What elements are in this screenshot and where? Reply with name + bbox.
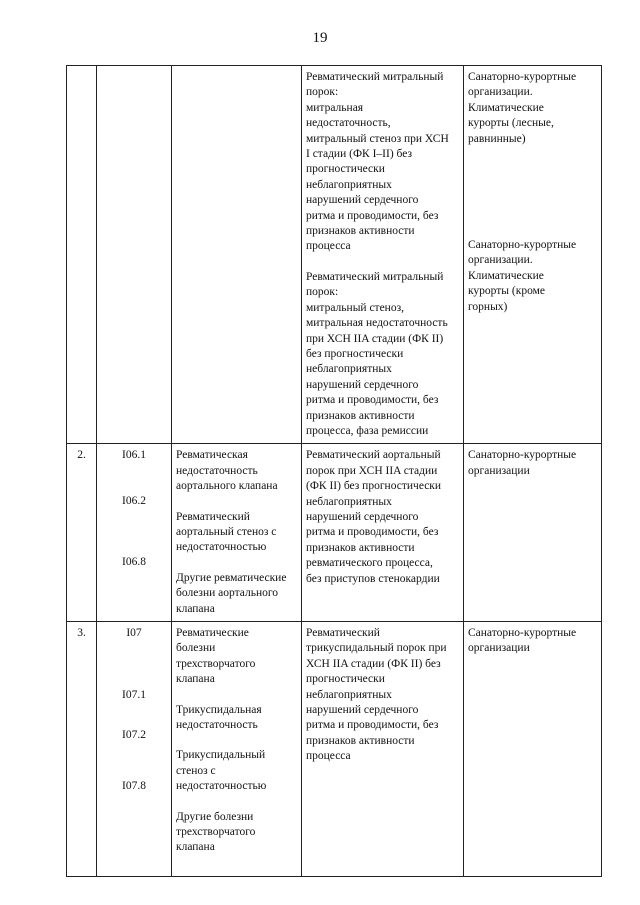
resort-cell xyxy=(464,66,602,444)
text-line: Ревматический митральный xyxy=(306,71,444,83)
text-line: порок: xyxy=(306,286,339,299)
text-line: признаков активности xyxy=(306,541,415,554)
text-line: Санаторно-курортные xyxy=(468,449,577,462)
text-line: без прогностически xyxy=(306,347,404,360)
text-line: (ФК II) без прогностически xyxy=(306,480,442,493)
table-row xyxy=(67,622,602,877)
text-line: при ХСН IIA стадии (ФК II) xyxy=(306,332,444,345)
icd-code-cell xyxy=(97,66,172,444)
resort-cell xyxy=(464,622,602,877)
disease-name-cell xyxy=(172,444,302,622)
text-line: организации. xyxy=(468,254,533,267)
text-line: недостаточностью xyxy=(176,780,267,793)
text-line: процесса xyxy=(306,240,351,253)
text-line: ритма и проводимости, без xyxy=(306,719,439,732)
text-line: ритма и проводимости, без xyxy=(306,209,439,222)
icd-code: I06.8 xyxy=(122,556,146,569)
text-line: Климатические xyxy=(468,101,544,114)
icd-code: I07 xyxy=(126,627,142,639)
text-line: неблагоприятных xyxy=(306,178,392,191)
text-line: митральный стеноз, xyxy=(306,301,405,314)
text-line: организации xyxy=(468,464,530,477)
text-line: Климатические xyxy=(468,269,544,282)
disease-name xyxy=(176,626,297,688)
disease-name xyxy=(176,748,297,794)
text-line: ревматического процесса, xyxy=(306,557,433,570)
text-line: митральная xyxy=(306,101,364,114)
indication-cell xyxy=(302,622,464,877)
text-line: Санаторно-курортные xyxy=(468,627,577,639)
text-line: недостаточность, xyxy=(306,117,391,130)
text-line: недостаточность xyxy=(176,464,258,477)
text-line: нарушений сердечного xyxy=(306,704,419,717)
text-line: недостаточность xyxy=(176,719,258,732)
icd-code-cell xyxy=(97,622,172,877)
text-line: трехстворчатого xyxy=(176,657,256,670)
text-line: болезни аортального xyxy=(176,587,279,600)
disease-name xyxy=(176,448,297,494)
text-line: прогностически xyxy=(306,673,385,686)
row-number-cell: 3. xyxy=(67,622,97,877)
disease-name xyxy=(176,571,297,617)
text-line: курорты (лесные, xyxy=(468,117,554,130)
text-line: нарушений сердечного xyxy=(306,378,419,391)
text-line: организации xyxy=(468,642,530,655)
text-line: Санаторно-курортные xyxy=(468,239,577,252)
text-line: прогностически xyxy=(306,163,385,176)
text-line: Трикуспидальная xyxy=(176,703,262,716)
text-line: неблагоприятных xyxy=(306,495,392,508)
text-line: нарушений сердечного xyxy=(306,510,419,523)
disease-name-cell xyxy=(172,66,302,444)
text-line: клапана xyxy=(176,673,215,686)
disease-name xyxy=(176,510,297,556)
text-line: Ревматический xyxy=(176,510,250,523)
text-line: недостаточностью xyxy=(176,541,267,554)
text-line: организации. xyxy=(468,86,533,99)
text-line: Санаторно-курортные xyxy=(468,71,577,83)
icd-code: I06.1 xyxy=(122,449,146,462)
text-line: Ревматический xyxy=(306,627,380,639)
text-line: ритма и проводимости, без xyxy=(306,394,439,407)
text-line: неблагоприятных xyxy=(306,688,392,701)
text-line: Ревматический митральный xyxy=(306,270,444,283)
text-line: митральный стеноз при ХСН xyxy=(306,132,449,145)
text-line: Другие болезни xyxy=(176,810,254,823)
text-line: ритма и проводимости, без xyxy=(306,526,439,539)
text-line: процесса xyxy=(306,750,351,763)
resort-block xyxy=(468,70,597,147)
text-line: стеноз с xyxy=(176,764,216,777)
icd-code-cell xyxy=(97,444,172,622)
resort-block xyxy=(468,238,597,315)
icd-code: I07.8 xyxy=(122,780,146,792)
text-line: признаков активности xyxy=(306,734,415,747)
text-line: Ревматический аортальный xyxy=(306,449,441,462)
text-line: болезни xyxy=(176,642,216,655)
text-line: порок: xyxy=(306,86,339,99)
text-line: митральная недостаточность xyxy=(306,317,448,330)
page-number: 19 xyxy=(312,30,328,46)
text-line: признаков активности xyxy=(306,225,415,238)
text-line: процесса, фаза ремиссии xyxy=(306,424,429,437)
row-number-cell: 2. xyxy=(67,444,97,622)
icd-code: I07.2 xyxy=(122,729,146,741)
text-line: I стадии (ФК I–II) без xyxy=(306,148,413,161)
table-row xyxy=(67,66,602,444)
disease-name xyxy=(176,810,297,856)
text-line: трехстворчатого xyxy=(176,826,256,839)
indication-cell xyxy=(302,66,464,444)
resort-cell xyxy=(464,444,602,622)
icd-code: I06.2 xyxy=(122,495,146,508)
text-line: неблагоприятных xyxy=(306,363,392,376)
text-line: ХСН IIA стадии (ФК II) без xyxy=(306,657,441,670)
text-line: равнинные) xyxy=(468,132,526,145)
text-line: аортальный стеноз с xyxy=(176,525,277,538)
indication-block xyxy=(306,270,459,439)
text-line: клапана xyxy=(176,602,215,615)
text-line: клапана xyxy=(176,841,215,854)
text-line: признаков активности xyxy=(306,409,415,422)
text-line: нарушений сердечного xyxy=(306,194,419,207)
text-line: Ревматические xyxy=(176,627,249,639)
text-line: Трикуспидальный xyxy=(176,749,266,762)
text-line: Ревматическая xyxy=(176,449,248,462)
indication-cell xyxy=(302,444,464,622)
text-line: без приступов стенокардии xyxy=(306,572,440,585)
disease-name-cell xyxy=(172,622,302,877)
table-row xyxy=(67,444,602,622)
text-line: курорты (кроме xyxy=(468,285,545,298)
text-line: аортального клапана xyxy=(176,480,278,493)
row-number-cell xyxy=(67,66,97,444)
indication-block xyxy=(306,70,459,255)
text-line: трикуспидальный порок при xyxy=(306,642,447,655)
text-line: Другие ревматические xyxy=(176,571,287,584)
text-line: порок при ХСН IIA стадии xyxy=(306,464,438,477)
disease-name xyxy=(176,703,297,734)
text-line: горных) xyxy=(468,300,508,313)
indications-table xyxy=(66,65,602,877)
icd-code: I07.1 xyxy=(122,689,146,701)
